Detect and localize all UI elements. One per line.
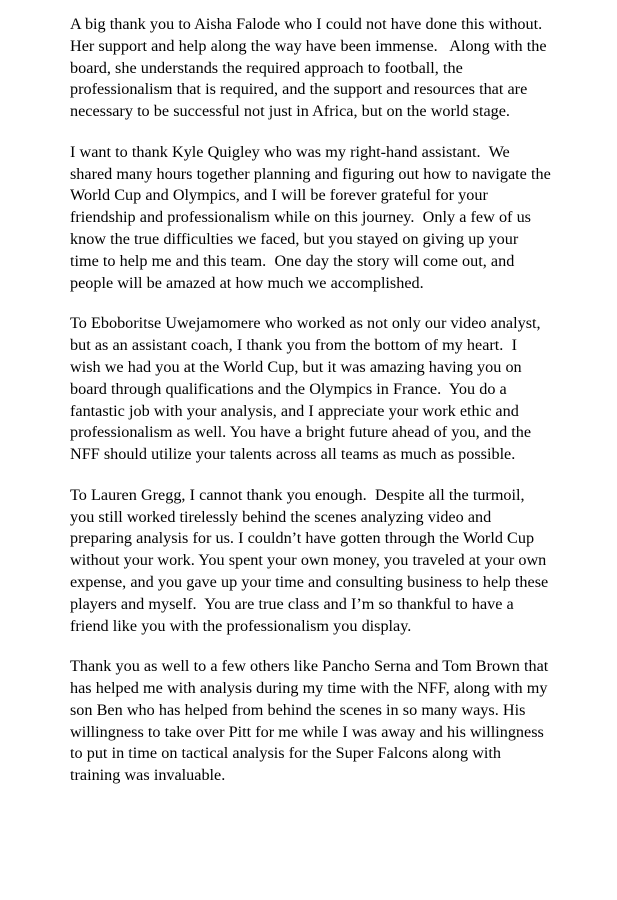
paragraph-2: I want to thank Kyle Quigley who was my right-hand assistant. We shared many hours together planning and figuring out how to navigate the World Cup and Olympics, and I will be forever grateful for your friendship and professionalism while on this journey. Only a few of us know the true difficulties we faced, but you stayed on giving up your time to help me and this team. One day the story will come out, and people will be amazed at how much we accomplished. bbox=[70, 142, 555, 292]
paragraph-3: To Eboboritse Uwejamomere who worked as not only our video analyst, but as an assistant coach, I thank you from the bottom of my heart. I wish we had you at the World Cup, but it was amazing having you on board through qualifications and the Olympics in France. You do a fantastic job with your analysis, and I appreciate your work ethic and professionalism as well. You have a bright future ahead of you, and the NFF should utilize your talents across all teams as much as possible. bbox=[70, 314, 545, 464]
paragraph-1: A big thank you to Aisha Falode who I could not have done this without. Her support and help along the way have been immense. Along with the board, she understands the required approach to football, the professionalism that is required, and the support and resources that are necessary to be successful not just in Africa, but on the world stage. bbox=[70, 15, 551, 121]
paragraph-5: Thank you as well to a few others like Pancho Serna and Tom Brown that has helped me with analysis during my time with the NFF, along with my son Ben who has helped from behind the scenes in so many ways. His willingness to take over Pitt for me while I was away and his willingness to put in time on tactical analysis for the Super Falcons along with training was invaluable. bbox=[70, 657, 553, 785]
paragraph-4: To Lauren Gregg, I cannot thank you enough. Despite all the turmoil, you still worked tirelessly behind the scenes analyzing video and preparing analysis for us. I couldn’t have gotten through the World Cup without your work. You spent your own money, you traveled at your own expense, and you gave up your time and consulting business to help these players and myself. You are true class and I’m so thankful to have a friend like you with the professionalism you display. bbox=[70, 485, 553, 635]
